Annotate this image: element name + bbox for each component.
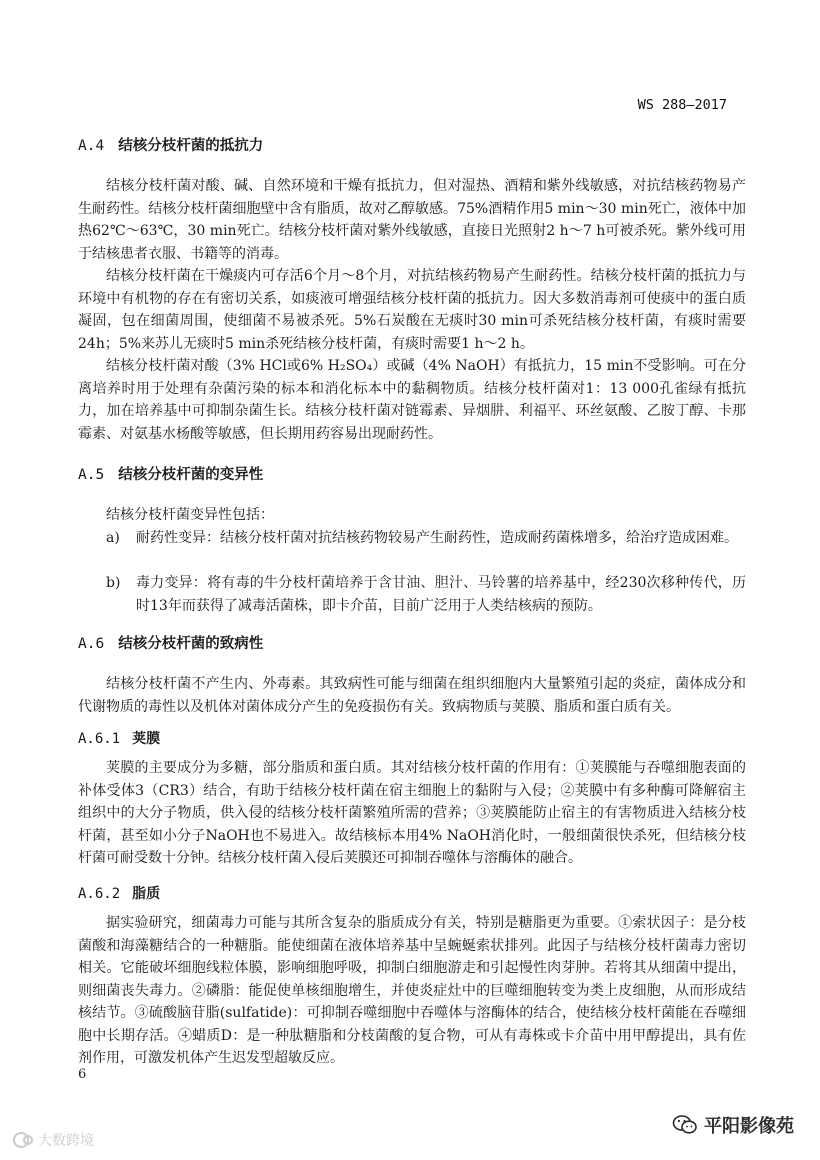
list-item	[106, 572, 746, 617]
list-intro: 结核分枝杆菌变异性包括：	[106, 507, 274, 523]
paragraph: 据实验研究，细菌毒力可能与其所含复杂的脂质成分有关，特别是糖脂更为重要。①索状因子：是分枝菌酸和海藻糖结合的一种糖脂。能使细菌在液体培养基中呈蜿蜒索状排列。此因子与结核分枝杆菌毒力密切相关。它能破坏细胞线粒体膜，影响细胞呼吸，抑制白细胞游走和引起慢性肉芽肿。若将其从细菌中提出，则细菌丧失毒力。②磷脂：能促使单核细胞增生，并使炎症灶中的巨噬细胞转变为类上皮细胞，从而形成结核结节。③硫酸脑苷脂(sulfatide)：可抑制吞噬细胞中吞噬体与溶酶体的结合，使结核分枝杆菌能在吞噬细胞中长期存活。④蜡质D：是一种肽糖脂和分枝菌酸的复合物，可从有毒株或卡介苗中用甲醇提出，具有佐剂作用，可激发机体产生迟发型超敏反应。	[78, 915, 746, 1066]
section-number: A.6.2	[78, 886, 121, 902]
list-item-text: 毒力变异：将有毒的牛分枝杆菌培养于含甘油、胆汁、马铃薯的培养基中，经230次移种传代，历时13年而获得了减毒活菌株，即卡介苗，目前广泛用于人类结核病的预防。	[136, 575, 746, 614]
section-title: 荚膜	[132, 731, 161, 747]
section-heading-a6-2	[78, 883, 160, 903]
section-number: A.4	[78, 138, 105, 154]
paragraph: 荚膜的主要成分为多糖，部分脂质和蛋白质。其对结核分枝杆菌的作用有：①荚膜能与吞噬细胞表面的补体受体3（CR3）结合，有助于结核分枝杆菌在宿主细胞上的黏附与入侵；②荚膜中有多种酶可降解宿主组织中的大分子物质，供入侵的结核分枝杆菌繁殖所需的营养；③荚膜能防止宿主的有害物质进入结核分枝杆菌，甚至如小分子NaOH也不易进入。故结核标本用4% NaOH消化时，一般细菌很快杀死，但结核分枝杆菌可耐受数十分钟。结核分枝杆菌入侵后荚膜还可抑制吞噬体与溶酶体的融合。	[78, 760, 746, 866]
paragraph: 结核分枝杆菌对酸、碱、自然环境和干燥有抵抗力，但对湿热、酒精和紫外线敏感，对抗结核药物易产生耐药性。结核分枝杆菌细胞壁中含有脂质，故对乙醇敏感。75%酒精作用5 min～30 min死亡，液体中加热62℃～63℃，30 min死亡。结核分枝杆菌对紫外线敏感，直接日光照射2 h～7 h可被杀死。紫外线可用于结核患者衣服、书籍等的消毒。	[78, 178, 746, 262]
watermark-right-text: 平阳影像苑	[704, 1116, 794, 1137]
paragraph: 结核分枝杆菌不产生内、外毒素。其致病性可能与细菌在组织细胞内大量繁殖引起的炎症，菌体成分和代谢物质的毒性以及机体对菌体成分产生的免疫损伤有关。致病物质与荚膜、脂质和蛋白质有关。	[78, 676, 746, 715]
section-heading-a5	[78, 463, 263, 484]
list-marker: a)	[106, 530, 120, 546]
section-title: 结核分枝杆菌的变异性	[118, 466, 264, 483]
document-code: WS 288—2017	[637, 97, 727, 113]
section-number: A.6.1	[78, 731, 121, 747]
watermark-right	[672, 1112, 794, 1138]
section-heading-a4	[78, 134, 263, 155]
page-number: 6	[78, 1067, 87, 1082]
list-item-text: 耐药性变异：结核分枝杆菌对抗结核药物较易产生耐药性，造成耐药菌株增多，给治疗造成困难。	[136, 530, 738, 546]
section-number: A.6	[78, 636, 105, 652]
section-title: 脂质	[132, 886, 161, 902]
list-marker: b)	[106, 575, 121, 591]
watermark-left-text: 大数跨境	[38, 1133, 94, 1149]
wechat-icon	[672, 1114, 698, 1136]
paragraph: 结核分枝杆菌在干燥痰内可存活6个月～8个月，对抗结核药物易产生耐药性。结核分枝杆菌的抵抗力与环境中有机物的存在有密切关系，如痰液可增强结核分枝杆菌的抵抗力。因大多数消毒剂可使痰中的蛋白质凝固，包在细菌周围，使细菌不易被杀死。5%石炭酸在无痰时30 min可杀死结核分枝杆菌，有痰时需要24h；5%来苏儿无痰时5 min杀死结核分枝杆菌，有痰时需要1 h～2 h。	[78, 268, 746, 352]
paragraph: 结核分枝杆菌对酸（3% HCl或6% H₂SO₄）或碱（4% NaOH）有抵抗力，15 min不受影响。可在分离培养时用于处理有杂菌污染的标本和消化标本中的黏稠物质。结核分枝杆菌对1：13 000孔雀绿有抵抗力，加在培养基中可抑制杂菌生长。结核分枝杆菌对链霉素、异烟肼、利福平、环丝氨酸、乙胺丁醇、卡那霉素、对氨基水杨酸等敏感，但长期用药容易出现耐药性。	[78, 358, 746, 442]
list-item	[106, 527, 746, 550]
section-title: 结核分枝杆菌的抵抗力	[118, 137, 264, 154]
section-heading-a6	[78, 632, 263, 653]
section-heading-a6-1	[78, 728, 160, 748]
brand-logo-icon	[12, 1131, 34, 1149]
section-title: 结核分枝杆菌的致病性	[118, 635, 264, 652]
watermark-left	[12, 1130, 94, 1150]
section-number: A.5	[78, 467, 105, 483]
